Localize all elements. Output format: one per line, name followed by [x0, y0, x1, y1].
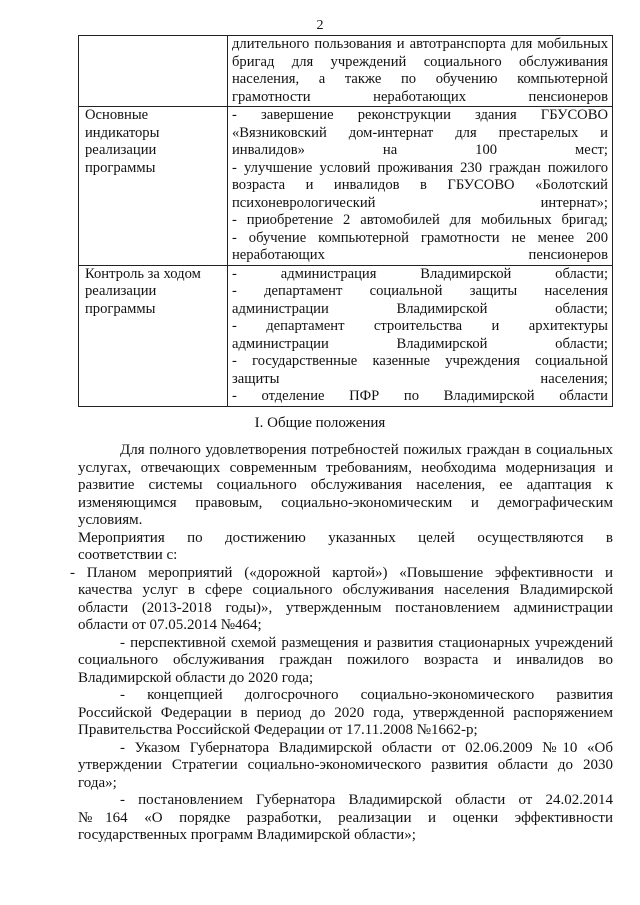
value-line: - департамент строительства и архитектуры [232, 318, 608, 334]
paragraph [78, 687, 613, 740]
program-passport-table [78, 35, 613, 407]
paragraph-line: - Планом мероприятий («дорожной картой») «Повышение эффективности и [70, 564, 613, 581]
value-line: - департамент социальной защиты населения [232, 283, 608, 299]
paragraph [78, 792, 613, 845]
paragraph-line: Владимирской области до 2020 года; [78, 669, 314, 686]
paragraph [78, 530, 613, 565]
paragraph-line: государственных программ Владимирской области»; [78, 827, 416, 843]
value-line: инвалидов» на 100 мест; [232, 142, 608, 158]
value-line: неработающих пенсионеров [232, 247, 608, 263]
table-label-cell [79, 36, 228, 107]
body-text [70, 442, 613, 845]
paragraph-line: услугах, отвечающих современным требованиям, необходима модернизация и [78, 459, 613, 476]
paragraph-line: Правительства Российской Федерации от 17.11.2008 №1662-р; [78, 722, 478, 738]
paragraph-line: №164 «О порядке разработки, реализации и оценки эффективности [78, 809, 613, 826]
paragraph-line: условиям. [78, 512, 143, 528]
table-row [79, 107, 613, 266]
paragraph [78, 740, 613, 793]
table-row [79, 36, 613, 107]
paragraph-line: области от 07.05.2014 №464; [78, 617, 262, 633]
label-line: реализации [85, 142, 157, 158]
paragraph-line: Мероприятия по достижению указанных целей осуществляются в [78, 529, 613, 546]
paragraph [78, 635, 613, 688]
value-line: - администрация Владимирской области; [232, 265, 608, 282]
paragraph-line: - постановлением Губернатора Владимирской области от 24.02.2014 [120, 792, 613, 808]
paragraph-line: социального обслуживания граждан пожилого возраста и инвалидов во [78, 652, 613, 668]
paragraph-line: утверждении Стратегии социально-экономического развития области до 2030 [78, 757, 613, 773]
value-line: грамотности неработающих пенсионеров [232, 88, 608, 105]
value-line: возраста и инвалидов в ГБУСОВО «Болотский [232, 177, 608, 193]
label-line: Основные [85, 107, 149, 123]
paragraph [70, 564, 613, 635]
table-row [79, 265, 613, 406]
paragraph-line: Для полного удовлетворения потребностей пожилых граждан в социальных [120, 442, 613, 458]
table-label-cell [79, 265, 228, 406]
paragraph-line: качества услуг в сфере социального обслуживания населения Владимирской [78, 582, 613, 598]
paragraph-line: изменяющимся правовым, социально-экономическим и демографическим [78, 494, 613, 511]
section-title: I. Общие положения [254, 415, 386, 431]
label-line: Контроль за ходом [85, 265, 201, 282]
page-number: 2 [316, 18, 324, 33]
paragraph [78, 442, 613, 530]
label-line: программы [85, 300, 156, 317]
paragraph-line: Российской Федерации в период до 2020 года, утвержденной распоряжением [78, 704, 613, 721]
paragraph-line: - Указом Губернатора Владимирской области от 02.06.2009 №10 «Об [120, 739, 613, 756]
table-label-cell [79, 107, 228, 266]
value-line: администрации Владимирской области; [232, 300, 608, 317]
value-line: - обучение компьютерной грамотности не менее 200 [232, 229, 608, 246]
value-line: психоневрологический интернат»; [232, 194, 608, 211]
value-line: администрации Владимирской области; [232, 335, 608, 352]
value-line: - улучшение условий проживания 230 граждан пожилого [232, 159, 608, 176]
value-line: населения, а также по обучению компьютерной [232, 71, 608, 87]
value-line: бригад для учреждений социального обслуживания [232, 53, 608, 70]
label-line: программы [85, 159, 156, 176]
value-line: «Вязниковский дом-интернат для престарелых и [232, 124, 608, 141]
paragraph-line: области (2013-2018 годы)», утвержденным постановлением администрации [78, 599, 613, 616]
value-line: - приобретение 2 автомобилей для мобильных бригад; [232, 212, 608, 228]
table-value-cell [228, 36, 613, 107]
paragraph-line: - перспективной схемой размещения и развития стационарных учреждений [120, 634, 613, 651]
label-line: реализации [85, 283, 157, 299]
value-line: - завершение реконструкции здания ГБУСОВО [232, 107, 608, 123]
value-line: - государственные казенные учреждения социальной [232, 353, 608, 369]
table-value-cell [228, 107, 613, 266]
value-line: длительного пользования и автотранспорта для мобильных [232, 36, 608, 52]
paragraph-line: соответствии с: [78, 547, 178, 563]
table-value-cell [228, 265, 613, 406]
paragraph-line: - концепцией долгосрочного социально-экономического развития [120, 687, 613, 703]
label-line: индикаторы [85, 124, 160, 141]
paragraph-line: года»; [78, 774, 117, 791]
value-line: защиты населения; [232, 370, 608, 387]
value-line: - отделение ПФР по Владимирской области [232, 388, 608, 404]
paragraph-line: развитие системы социального обслуживания населения, ее адаптация к [78, 477, 613, 493]
